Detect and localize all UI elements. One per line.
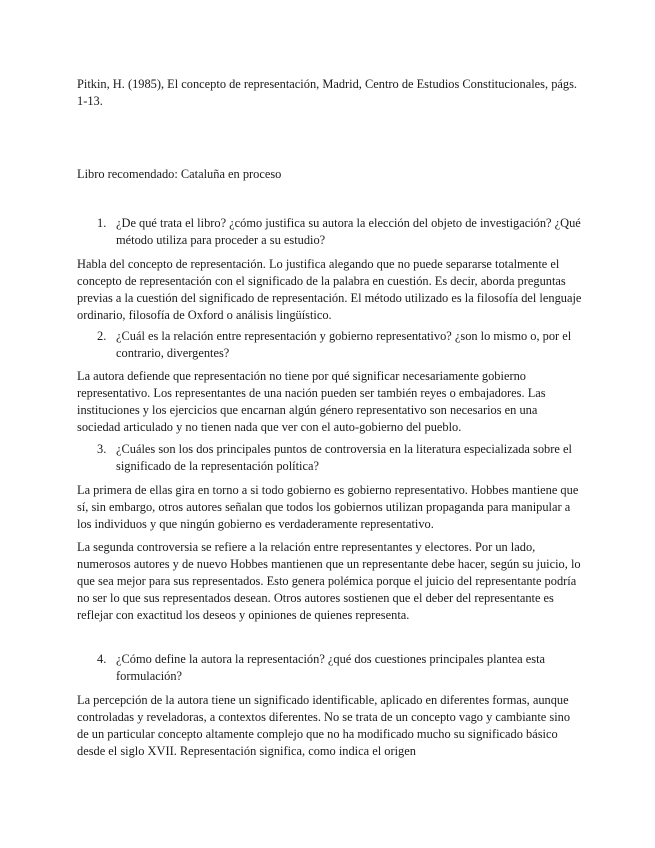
recommended-book: Libro recomendado: Cataluña en proceso: [77, 167, 282, 181]
question-number: 4.: [97, 652, 107, 666]
question-number: 3.: [97, 442, 107, 456]
bibliographic-reference: Pitkin, H. (1985), El concepto de representación, Madrid, Centro de Estudios Constitucionales, págs. 1-13.: [77, 77, 577, 108]
question-3: [97, 441, 582, 475]
question-text: ¿Cómo define la autora la representación? ¿qué dos cuestiones principales plantea esta formulación?: [116, 652, 546, 683]
question-text: ¿Cuál es la relación entre representación y gobierno representativo? ¿son lo mismo o, por el contrario, divergentes?: [116, 329, 572, 360]
question-4: [97, 651, 582, 685]
question-text: ¿Cuáles son los dos principales puntos de controversia en la literatura especializada sobre el significado de la representación política?: [116, 442, 572, 473]
question-number: 1.: [97, 216, 107, 230]
answer-paragraph: La autora defiende que representación no tiene por qué significar necesariamente gobierno representativo. Los representantes de una nación pueden ser también reyes o embajadores. Las instituciones y los ejercicios que encarnan algún género representativo son necesarios en una sociedad articulado y no tienen nada que ver con el auto-gobierno del pueblo.: [77, 369, 546, 434]
answer-paragraph: La primera de ellas gira en torno a si todo gobierno es gobierno representativo. Hobbes mantiene que sí, sin embargo, otros autores señalan que todos los gobiernos utilizan propaganda para manipular a los individuos y que ningún gobierno es verdaderamente representativo.: [77, 483, 579, 531]
answer-paragraph: Habla del concepto de representación. Lo justifica alegando que no puede separarse totalmente el concepto de representación con el significado de la palabra en cuestión. Es decir, aborda preguntas previas a la cuestión del significado de representación. El método utilizado es la filosofía del lenguaje ordinario, filosofía de Oxford o análisis lingüístico.: [77, 257, 582, 322]
question-2: [97, 328, 582, 362]
question-1: [97, 215, 582, 249]
question-number: 2.: [97, 329, 107, 343]
answer-paragraph: La segunda controversia se refiere a la relación entre representantes y electores. Por un lado, numerosos autores y de nuevo Hobbes mantienen que un representante debe hacer, según su juicio, lo que sea mejor para sus representados. Esto genera polémica porque el juicio del representante podría no ser lo que sus representados desean. Otros autores sostienen que el deber del representante es reflejar con exactitud los deseos y opiniones de quienes representa.: [77, 540, 581, 622]
question-text: ¿De qué trata el libro? ¿cómo justifica su autora la elección del objeto de investigación? ¿Qué método utiliza para proceder a su estudio?: [116, 216, 581, 247]
answer-paragraph: La percepción de la autora tiene un significado identificable, aplicado en diferentes formas, aunque controladas y reveladoras, a contextos diferentes. No se trata de un concepto vago y cambiante sino de un particular concepto altamente complejo que no ha modificado mucho su significado básico desde el siglo XVII. Representación significa, como indica el origen: [77, 693, 571, 758]
